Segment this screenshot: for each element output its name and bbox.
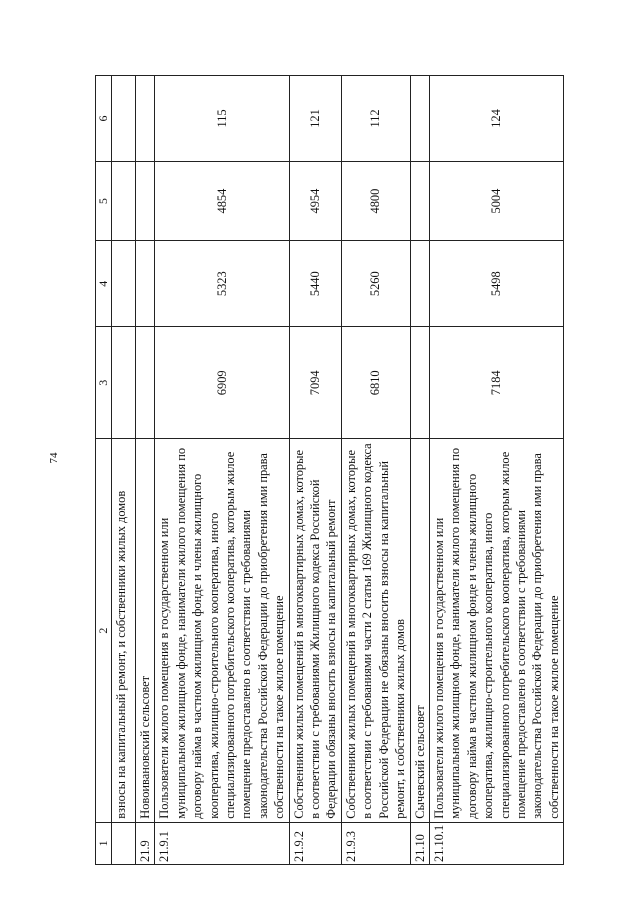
row-code: 21.10.1 <box>429 822 563 864</box>
value-col-5: 5004 <box>429 161 563 240</box>
row-description: Пользователи жилого помещения в государственном или муниципальном жилищном фонде, наниматели жилого помещения по договору найма в частном жилищном фонде и члены жилищного кооператива, жилищно-строительного кооператива, иного специализированного потребительского кооператива, которым жилое помещение предоставлено в соответствии с требованиями законодательства Российской Федерации до приобретения ими права собственности на такое жилое помещение <box>429 439 563 822</box>
column-header: 3 <box>96 327 112 439</box>
value-col-5 <box>410 161 429 240</box>
column-header: 1 <box>96 822 112 864</box>
table-row <box>112 76 136 865</box>
row-code: 21.9.2 <box>289 822 341 864</box>
row-code: 21.9.1 <box>155 822 289 864</box>
value-col-4: 5323 <box>155 241 289 327</box>
value-col-4 <box>136 241 155 327</box>
row-description: Собственники жилых помещений в многоквартирных домах, которые в соответствии с требованиями Жилищного кодекса Российской Федерации обязаны вносить взносы на капитальный ремонт <box>289 439 341 822</box>
table-header-row <box>96 76 112 865</box>
value-col-6 <box>410 76 429 162</box>
rotated-table-container <box>95 75 585 865</box>
value-col-5 <box>112 161 136 240</box>
table-row <box>155 76 289 865</box>
table-row <box>289 76 341 865</box>
value-col-6: 121 <box>289 76 341 162</box>
value-col-4: 5498 <box>429 241 563 327</box>
column-header: 2 <box>96 439 112 822</box>
value-col-5: 4800 <box>341 161 410 240</box>
row-description: Сычевский сельсовет <box>410 439 429 822</box>
column-header: 5 <box>96 161 112 240</box>
page-number: 74 <box>48 452 60 464</box>
table-row <box>341 76 410 865</box>
value-col-5 <box>136 161 155 240</box>
value-col-3 <box>112 327 136 439</box>
value-col-4: 5440 <box>289 241 341 327</box>
value-col-3 <box>410 327 429 439</box>
column-header: 6 <box>96 76 112 162</box>
value-col-4 <box>112 241 136 327</box>
row-code <box>112 822 136 864</box>
row-code: 21.9.3 <box>341 822 410 864</box>
table-row <box>136 76 155 865</box>
value-col-6: 112 <box>341 76 410 162</box>
table-row <box>429 76 563 865</box>
value-col-4: 5260 <box>341 241 410 327</box>
row-code: 21.9 <box>136 822 155 864</box>
value-col-3: 6810 <box>341 327 410 439</box>
value-col-3: 7094 <box>289 327 341 439</box>
value-col-3: 6909 <box>155 327 289 439</box>
table-row <box>410 76 429 865</box>
value-col-6: 115 <box>155 76 289 162</box>
value-col-5: 4854 <box>155 161 289 240</box>
value-col-6: 124 <box>429 76 563 162</box>
value-col-3: 7184 <box>429 327 563 439</box>
tariff-table <box>95 75 564 865</box>
row-description: Пользователи жилого помещения в государственном или муниципальном жилищном фонде, наниматели жилого помещения по договору найма в частном жилищном фонде и члены жилищного кооператива, жилищно-строительного кооператива, иного специализированного потребительского кооператива, которым жилое помещение предоставлено в соответствии с требованиями законодательства Российской Федерации до приобретения ими права собственности на такое жилое помещение <box>155 439 289 822</box>
value-col-6 <box>112 76 136 162</box>
value-col-3 <box>136 327 155 439</box>
value-col-6 <box>136 76 155 162</box>
value-col-5: 4954 <box>289 161 341 240</box>
row-description: Собственники жилых помещений в многоквартирных домах, которые в соответствии с требованиями части 2 статьи 169 Жилищного кодекса Российской Федерации не обязаны вносить взносы на капитальный ремонт, и собственники жилых домов <box>341 439 410 822</box>
value-col-4 <box>410 241 429 327</box>
row-description: взносы на капитальный ремонт, и собственники жилых домов <box>112 439 136 822</box>
row-description: Новоивановский сельсовет <box>136 439 155 822</box>
row-code: 21.10 <box>410 822 429 864</box>
column-header: 4 <box>96 241 112 327</box>
